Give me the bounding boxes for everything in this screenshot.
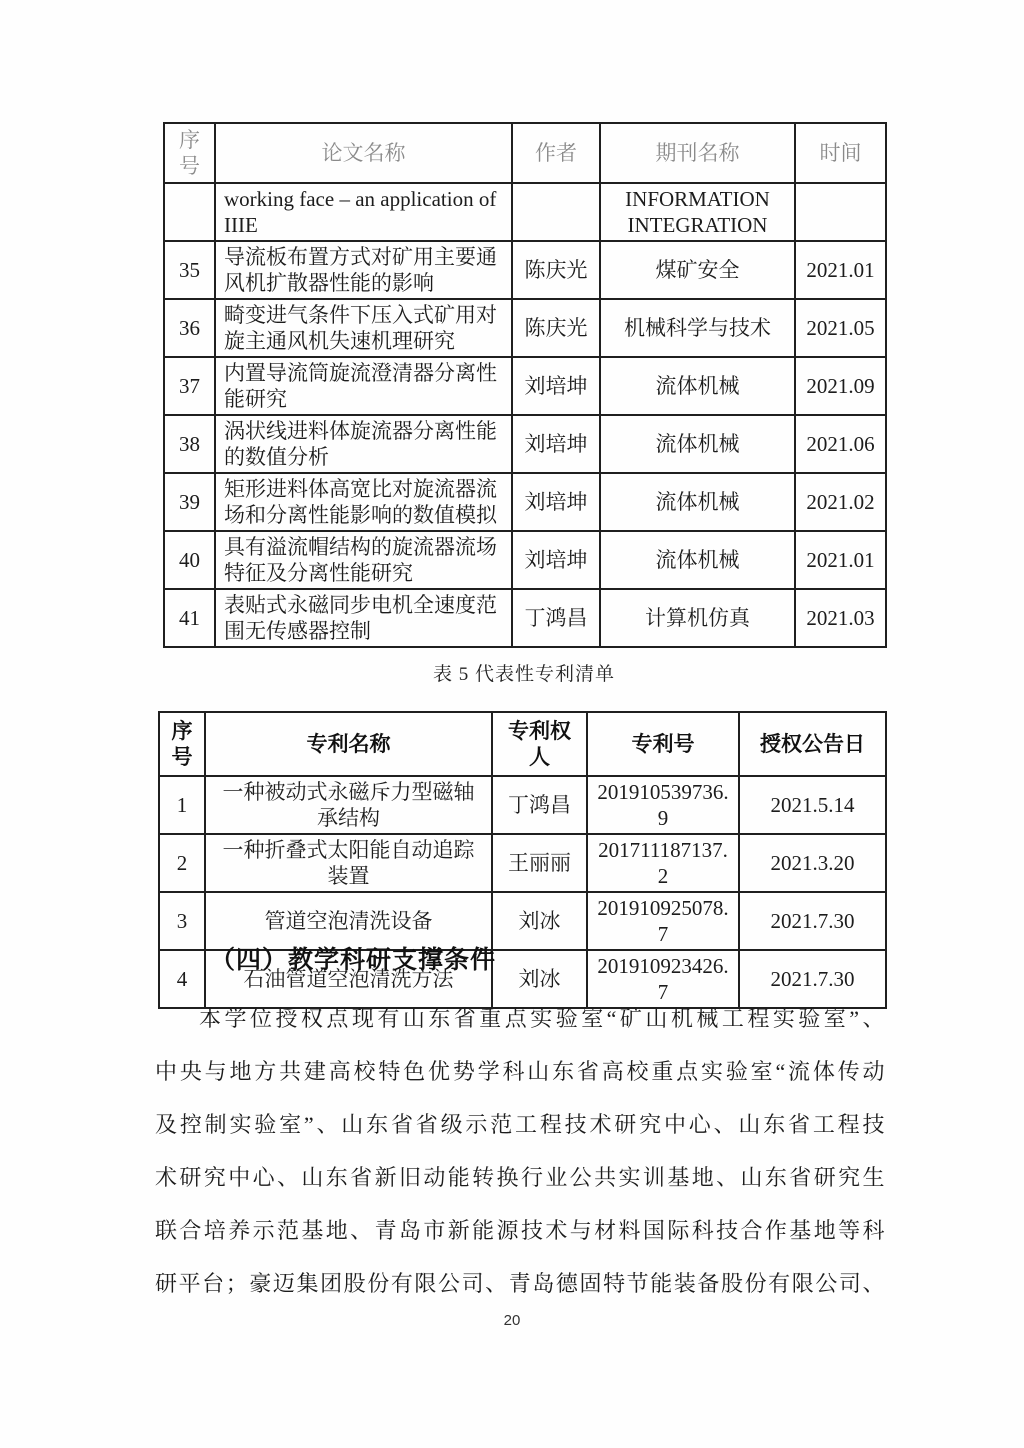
paragraph-line: 中央与地方共建高校特色优势学科山东省高校重点实验室“流体传动 bbox=[155, 1059, 885, 1084]
table-row bbox=[164, 299, 886, 357]
table-row bbox=[164, 357, 886, 415]
papers-cell-date: 2021.05 bbox=[795, 299, 886, 357]
table-row bbox=[164, 473, 886, 531]
patents-cell-no: 3 bbox=[159, 892, 205, 950]
patents-cell-owner: 刘冰 bbox=[492, 892, 587, 950]
papers-cell-date: 2021.01 bbox=[795, 531, 886, 589]
papers-cell-title: 具有溢流帽结构的旋流器流场特征及分离性能研究 bbox=[215, 531, 512, 589]
patents-cell-number: 201711187137.2 bbox=[587, 834, 739, 892]
patents-cell-number: 201910539736.9 bbox=[587, 776, 739, 834]
patents-cell-owner: 刘冰 bbox=[492, 950, 587, 1008]
papers-cell-no: 38 bbox=[164, 415, 215, 473]
patents-cell-date: 2021.7.30 bbox=[739, 950, 886, 1008]
patents-cell-number: 201910925078.7 bbox=[587, 892, 739, 950]
patents-table-caption: 表 5 代表性专利清单 bbox=[432, 664, 615, 685]
patents-table-header-row bbox=[159, 712, 886, 776]
papers-cell-no: 37 bbox=[164, 357, 215, 415]
patents-cell-name: 石油管道空泡清洗方法 bbox=[205, 950, 492, 1008]
patents-cell-no: 1 bbox=[159, 776, 205, 834]
papers-cell-author bbox=[512, 183, 600, 241]
patents-cell-date: 2021.7.30 bbox=[739, 892, 886, 950]
papers-cell-no: 40 bbox=[164, 531, 215, 589]
papers-cell-no: 36 bbox=[164, 299, 215, 357]
papers-cell-journal: 流体机械 bbox=[600, 531, 795, 589]
papers-cell-date: 2021.09 bbox=[795, 357, 886, 415]
papers-cell-journal: 流体机械 bbox=[600, 357, 795, 415]
papers-cell-journal: 机械科学与技术 bbox=[600, 299, 795, 357]
papers-cell-journal: 流体机械 bbox=[600, 415, 795, 473]
papers-header-date: 时间 bbox=[795, 123, 886, 183]
patents-cell-name: 一种被动式永磁斥力型磁轴承结构 bbox=[205, 776, 492, 834]
papers-cell-author: 刘培坤 bbox=[512, 531, 600, 589]
paragraph-line: 及控制实验室”、山东省省级示范工程技术研究中心、山东省工程技 bbox=[155, 1112, 885, 1137]
papers-cell-journal: 流体机械 bbox=[600, 473, 795, 531]
papers-cell-title: 内置导流筒旋流澄清器分离性能研究 bbox=[215, 357, 512, 415]
papers-cell-journal: 煤矿安全 bbox=[600, 241, 795, 299]
papers-table-header-row bbox=[164, 123, 886, 183]
papers-cell-date: 2021.01 bbox=[795, 241, 886, 299]
patents-cell-no: 4 bbox=[159, 950, 205, 1008]
papers-header-author: 作者 bbox=[512, 123, 600, 183]
papers-cell-title: 矩形进料体高宽比对旋流器流场和分离性能影响的数值模拟 bbox=[215, 473, 512, 531]
body-paragraph bbox=[155, 992, 885, 1310]
papers-cell-author: 刘培坤 bbox=[512, 415, 600, 473]
papers-cell-author: 刘培坤 bbox=[512, 357, 600, 415]
table-row bbox=[164, 241, 886, 299]
papers-cell-date: 2021.02 bbox=[795, 473, 886, 531]
table-row bbox=[159, 834, 886, 892]
papers-cell-title: 导流板布置方式对矿用主要通风机扩散器性能的影响 bbox=[215, 241, 512, 299]
papers-cell-author: 丁鸿昌 bbox=[512, 589, 600, 647]
patents-cell-owner: 王丽丽 bbox=[492, 834, 587, 892]
patents-header-name: 专利名称 bbox=[205, 712, 492, 776]
papers-cell-date: 2021.06 bbox=[795, 415, 886, 473]
table-row bbox=[164, 415, 886, 473]
paragraph-line: 本学位授权点现有山东省重点实验室“矿山机械工程实验室”、 bbox=[199, 1006, 885, 1031]
papers-cell-title: working face – an application of IIIE bbox=[215, 183, 512, 241]
papers-header-title: 论文名称 bbox=[215, 123, 512, 183]
papers-cell-no: 35 bbox=[164, 241, 215, 299]
patents-header-number: 专利号 bbox=[587, 712, 739, 776]
paragraph-line: 术研究中心、山东省新旧动能转换行业公共实训基地、山东省研究生 bbox=[155, 1165, 885, 1190]
patents-cell-name: 管道空泡清洗设备 bbox=[205, 892, 492, 950]
patents-header-date: 授权公告日 bbox=[739, 712, 886, 776]
papers-cell-title: 表贴式永磁同步电机全速度范围无传感器控制 bbox=[215, 589, 512, 647]
papers-cell-journal: 计算机仿真 bbox=[600, 589, 795, 647]
patents-header-no: 序号 bbox=[159, 712, 205, 776]
papers-cell-journal: INFORMATION INTEGRATION bbox=[600, 183, 795, 241]
section-heading: （四）教学科研支撑条件 bbox=[210, 947, 497, 974]
patents-cell-name: 一种折叠式太阳能自动追踪装置 bbox=[205, 834, 492, 892]
papers-cell-date bbox=[795, 183, 886, 241]
patents-cell-no: 2 bbox=[159, 834, 205, 892]
paragraph-line: 联合培养示范基地、青岛市新能源技术与材料国际科技合作基地等科 bbox=[155, 1218, 885, 1243]
table-row bbox=[159, 776, 886, 834]
table-row bbox=[164, 183, 886, 241]
patents-cell-date: 2021.5.14 bbox=[739, 776, 886, 834]
paragraph-line: 研平台；豪迈集团股份有限公司、青岛德固特节能装备股份有限公司、 bbox=[155, 1271, 885, 1296]
papers-cell-author: 陈庆光 bbox=[512, 241, 600, 299]
papers-cell-no: 41 bbox=[164, 589, 215, 647]
table-row bbox=[164, 589, 886, 647]
patents-header-owner: 专利权人 bbox=[492, 712, 587, 776]
papers-cell-author: 刘培坤 bbox=[512, 473, 600, 531]
papers-cell-no: 39 bbox=[164, 473, 215, 531]
papers-cell-title: 畸变进气条件下压入式矿用对旋主通风机失速机理研究 bbox=[215, 299, 512, 357]
patents-cell-date: 2021.3.20 bbox=[739, 834, 886, 892]
papers-cell-author: 陈庆光 bbox=[512, 299, 600, 357]
table-row bbox=[164, 531, 886, 589]
page-number: 20 bbox=[503, 1312, 521, 1329]
patents-cell-number: 201910923426.7 bbox=[587, 950, 739, 1008]
papers-cell-no bbox=[164, 183, 215, 241]
patents-cell-owner: 丁鸿昌 bbox=[492, 776, 587, 834]
papers-header-no: 序号 bbox=[164, 123, 215, 183]
papers-cell-title: 涡状线进料体旋流器分离性能的数值分析 bbox=[215, 415, 512, 473]
papers-table bbox=[163, 122, 887, 648]
papers-cell-date: 2021.03 bbox=[795, 589, 886, 647]
papers-header-journal: 期刊名称 bbox=[600, 123, 795, 183]
